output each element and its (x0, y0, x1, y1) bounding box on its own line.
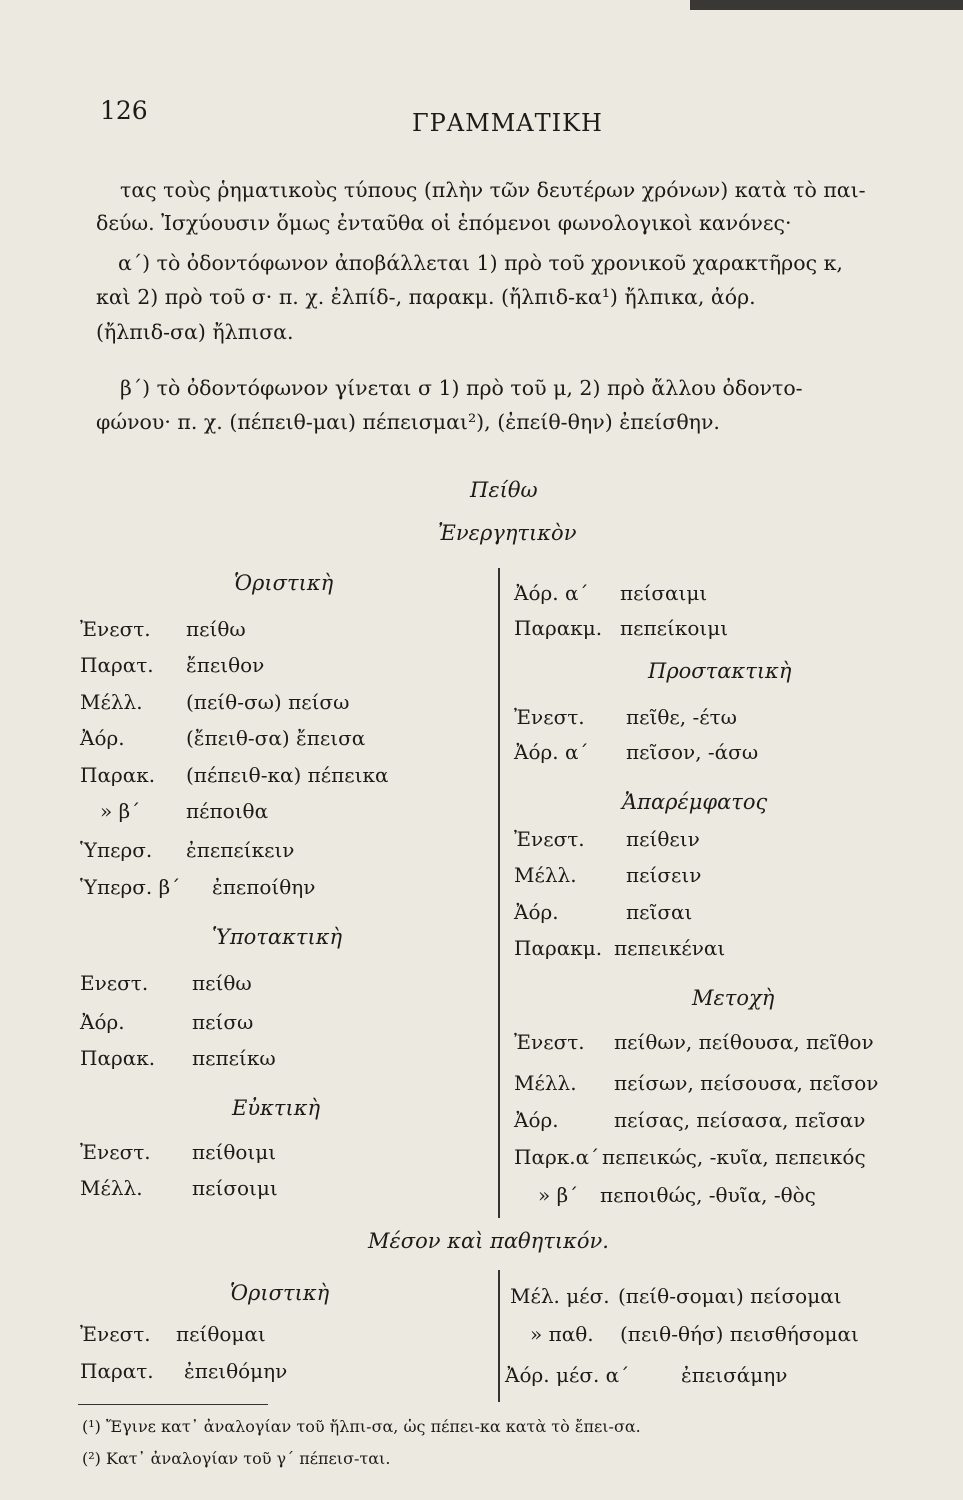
paradigm-row: Ἐνεστ. πείθω (80, 617, 246, 641)
active-voice-heading: Ἐνεργητικὸν (438, 521, 577, 545)
paradigm-row: Παρακμ. πεπεικέναι (514, 936, 726, 960)
intro-line: φώνου· π. χ. (πέπειθ-μαι) πέπεισμαι²), (ἐπείθ-θην) ἐπείσθην. (96, 410, 720, 434)
paradigm-row: Ενεστ. πείθω (80, 971, 252, 995)
footnote: (¹) Ἔγινε κατ᾽ ἀναλογίαν τοῦ ἤλπι-σα, ὡς πέπει-κα κατὰ τὸ ἔπει-σα. (82, 1417, 641, 1436)
running-title: ΓΡΑΜΜΑΤΙΚΗ (412, 109, 603, 137)
page-edge-bar (690, 0, 963, 10)
paradigm-row: Παρακ. (πέπειθ-κα) πέπεικα (80, 763, 389, 787)
paradigm-row: Ἀόρ. α´ πεῖσον, -άσω (514, 740, 759, 764)
paradigm-row: » β´ πεποιθώς, -θυῖα, -θὸς (538, 1183, 816, 1207)
paradigm-row: Μέλλ. (πείθ-σω) πείσω (80, 690, 350, 714)
verb-title: Πείθω (470, 478, 538, 502)
indicative-heading: Ὁριστικὴ (234, 571, 334, 595)
paradigm-row: Ἐνεστ. πείθειν (514, 827, 700, 851)
page-number: 126 (100, 96, 148, 125)
paradigm-row: Ἐνεστ. πείθων, πείθουσα, πεῖθον (514, 1030, 874, 1054)
paradigm-row: Μέλλ. πείσειν (514, 863, 702, 887)
paradigm-row: Ἀόρ. πείσας, πείσασα, πεῖσαν (514, 1108, 866, 1132)
paradigm-row: Ἀόρ. πεῖσαι (514, 900, 693, 924)
optative-heading: Εὐκτικὴ (232, 1096, 321, 1120)
paradigm-row: Ὑπερσ. β´ ἐπεποίθην (80, 875, 316, 899)
paradigm-row: Παρακμ. πεπείκοιμι (514, 616, 729, 640)
paradigm-row: Παρακ. πεπείκω (80, 1046, 276, 1070)
footnote-rule (78, 1404, 268, 1405)
paradigm-row: Ἀόρ. πείσω (80, 1010, 254, 1034)
participle-heading: Μετοχὴ (692, 986, 775, 1010)
footnote: (²) Κατ᾽ ἀναλογίαν τοῦ γ´ πέπεισ-ται. (82, 1449, 391, 1468)
paradigm-row: Παρκ.α´ πεπεικώς, -κυῖα, πεπεικός (514, 1145, 866, 1169)
paradigm-row: » παθ. (πειθ-θήσ) πεισθήσομαι (530, 1322, 859, 1346)
paradigm-row: Ἀόρ. α´ πείσαιμι (514, 581, 708, 605)
paradigm-row: Παρατ. ἔπειθον (80, 653, 265, 677)
intro-line: α´) τὸ ὀδοντόφωνον ἀποβάλλεται 1) πρὸ τοῦ χρονικοῦ χαρακτῆρος κ, (118, 251, 843, 275)
intro-line: (ἤλπιδ-σα) ἤλπισα. (96, 320, 294, 344)
middle-passive-heading: Μέσον καὶ παθητικόν. (368, 1229, 609, 1253)
paradigm-row: Ἐνεστ. πεῖθε, -έτω (514, 705, 737, 729)
intro-line: καὶ 2) πρὸ τοῦ σ· π. χ. ἐλπίδ-, παρακμ. (ἤλπιδ-κα¹) ἤλπικα, ἀόρ. (96, 285, 756, 309)
paradigm-row: Ἀόρ. (ἔπειθ-σα) ἔπεισα (80, 726, 366, 750)
paradigm-row: Ἀόρ. μέσ. α´ ἐπεισάμην (505, 1363, 788, 1387)
paradigm-row: Παρατ. ἐπειθόμην (80, 1359, 288, 1383)
paradigm-row: Μέλ. μέσ. (πείθ-σομαι) πείσομαι (510, 1284, 842, 1308)
paradigm-row: Ἐνεστ. πείθομαι (80, 1322, 266, 1346)
paradigm-row: Μέλλ. πείσων, πείσουσα, πεῖσον (514, 1071, 879, 1095)
paradigm-row: » β´ πέποιθα (100, 799, 269, 823)
paradigm-row: Μέλλ. πείσοιμι (80, 1176, 278, 1200)
imperative-heading: Προστακτικὴ (648, 659, 792, 683)
intro-line: τας τοὺς ῥηματικοὺς τύπους (πλὴν τῶν δευτέρων χρόνων) κατὰ τὸ παι- (120, 178, 866, 202)
paradigm-row: Ἐνεστ. πείθοιμι (80, 1140, 277, 1164)
mp-indicative-heading: Ὁριστικὴ (230, 1281, 330, 1305)
intro-line: δεύω. Ἰσχύουσιν ὅμως ἐνταῦθα οἱ ἑπόμενοι φωνολογικοὶ κανόνες· (96, 211, 792, 235)
paradigm-row: Ὑπερσ. ἐπεπείκειν (80, 838, 295, 862)
column-divider (498, 1270, 500, 1402)
subjunctive-heading: Ὑποτακτικὴ (212, 925, 343, 949)
infinitive-heading: Ἀπαρέμφατος (622, 790, 768, 814)
intro-line: β´) τὸ ὀδοντόφωνον γίνεται σ 1) πρὸ τοῦ μ, 2) πρὸ ἄλλου ὀδοντο- (120, 376, 803, 400)
column-divider (498, 568, 500, 1218)
